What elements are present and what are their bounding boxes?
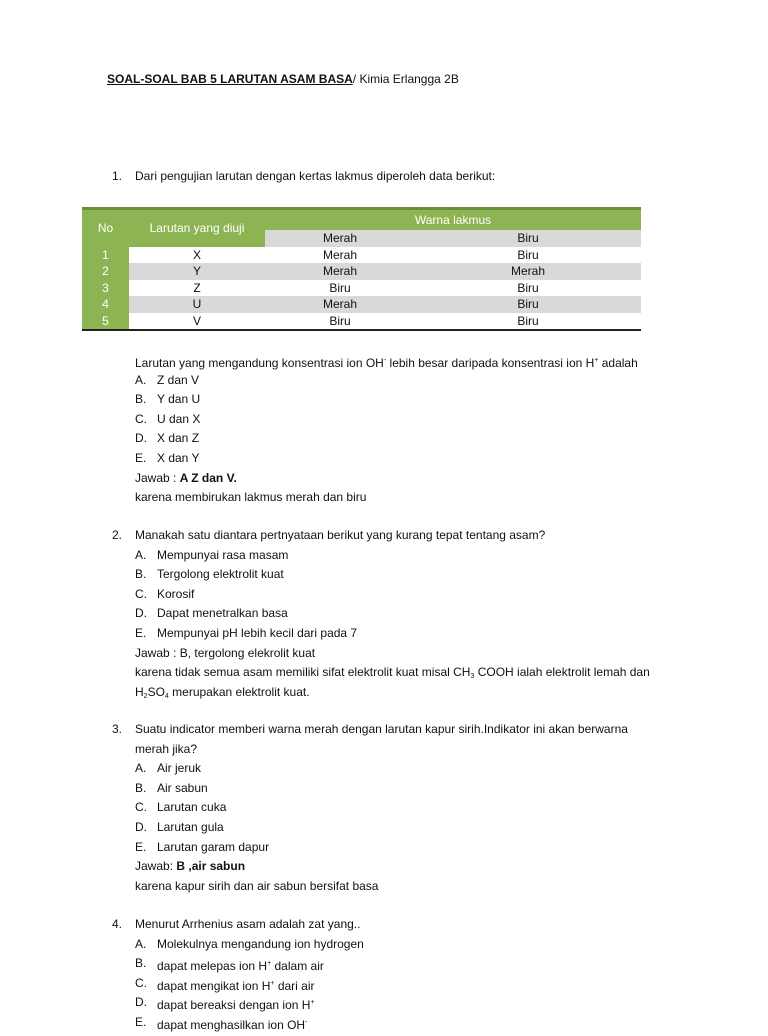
header-warna: Warna lakmus [265,209,641,231]
question-1-continued [0,351,768,508]
cell-biru: Merah [415,263,641,280]
question-1 [0,167,768,187]
document-title [107,71,459,87]
question-3 [0,720,768,896]
cell-biru: Biru [415,313,641,331]
cell-larutan: Y [129,263,265,280]
cell-larutan: U [129,296,265,313]
question-text: Dari pengujian larutan dengan kertas lakmus diperoleh data berikut: [135,169,496,183]
cell-no: 1 [82,247,129,264]
option-a: A. Z dan V [135,372,200,387]
litmus-table [82,207,641,331]
answer: Jawab: B ,air sabun [135,859,246,874]
question-text: Menurut Arrhenius asam adalah zat yang.. [135,917,361,931]
question-text: Suatu indicator memberi warna merah dengan larutan kapur sirih.Indikator ini akan berwarna [135,722,628,736]
header-biru: Biru [415,230,641,247]
cell-larutan: Z [193,280,201,295]
answer-reason-continued: $H_2SO_4$ merupakan elektrolit kuat. [135,684,310,700]
cell-merah: Merah [265,263,415,280]
cell-no: 5 [82,313,129,331]
question-stem: Larutan yang mengandung konsentrasi ion OH- lebih besar daripada konsentrasi ion H+ adalah [135,356,638,370]
option-e: E. dapat menghasilkan ion OH- [135,1014,308,1032]
option-b: B. Tergolong elektrolit kuat [135,567,284,582]
answer-reason: karena tidak semua asam memiliki sifat elektrolit kuat misal $CH_3$ COOH ialah elektrolit lemah dan [135,665,650,681]
question-2 [0,526,768,702]
option-b: B. dapat melepas ion H+ dalam air [135,956,324,974]
table-row [82,296,641,313]
answer: Jawab : A Z dan V. [135,470,237,485]
cell-merah: Merah [265,296,415,313]
option-b: B. Y dan U [135,392,201,407]
option-a: A. Molekulnya mengandung ion hydrogen [135,936,364,951]
cell-biru: Biru [517,247,539,262]
cell-no: 3 [82,280,129,297]
option-e: E. Mempunyai pH lebih kecil dari pada 7 [135,625,358,640]
cell-biru: Biru [415,296,641,313]
option-d: D. X dan Z [135,431,200,446]
cell-larutan: V [129,313,265,331]
answer-reason: karena kapur sirih dan air sabun bersifat basa [135,878,379,893]
cell-no: 4 [82,296,129,313]
question-text: Manakah satu diantara pertnyataan berikut yang kurang tepat tentang asam? [135,528,546,542]
title-sub: / Kimia Erlangga 2B [352,72,459,86]
table-row [82,313,641,331]
question-number: 4. [112,917,123,931]
header-larutan: Larutan yang diuji [129,209,265,247]
option-d: D. Larutan gula [135,819,224,834]
cell-biru: Biru [517,280,539,295]
table-row [82,280,641,297]
option-c: C. U dan X [135,411,201,426]
option-d: D. dapat bereaksi dengan ion H+ [135,995,315,1013]
question-number: 2. [112,528,123,542]
option-e: E. X dan Y [135,450,200,465]
answer-reason: karena membirukan lakmus merah dan biru [135,490,367,505]
question-number: 1. [112,169,123,183]
question-4 [0,915,768,1033]
table-row [82,263,641,280]
cell-merah: Biru [329,280,351,295]
title-main: SOAL-SOAL BAB 5 LARUTAN ASAM BASA [107,72,353,86]
answer: Jawab : B, tergolong elekrolit kuat [135,645,316,660]
option-b: B. Air sabun [135,780,208,795]
question-text-continued: merah jika? [135,741,198,756]
header-no: No [82,209,129,247]
option-c: C. dapat mengikat ion H+ dari air [135,975,315,993]
cell-larutan: X [192,247,201,262]
header-merah: Merah [265,230,415,247]
option-c: C. Korosif [135,586,195,601]
cell-merah: Merah [322,247,357,262]
option-a: A. Air jeruk [135,761,202,776]
option-c: C. Larutan cuka [135,800,227,815]
option-e: E. Larutan garam dapur [135,839,270,854]
question-number: 3. [112,722,123,736]
option-a: A. Mempunyai rasa masam [135,547,289,562]
option-d: D. Dapat menetralkan basa [135,606,288,621]
cell-no: 2 [82,263,129,280]
table-row [82,247,641,264]
cell-merah: Biru [265,313,415,331]
table-header-row [82,209,641,231]
